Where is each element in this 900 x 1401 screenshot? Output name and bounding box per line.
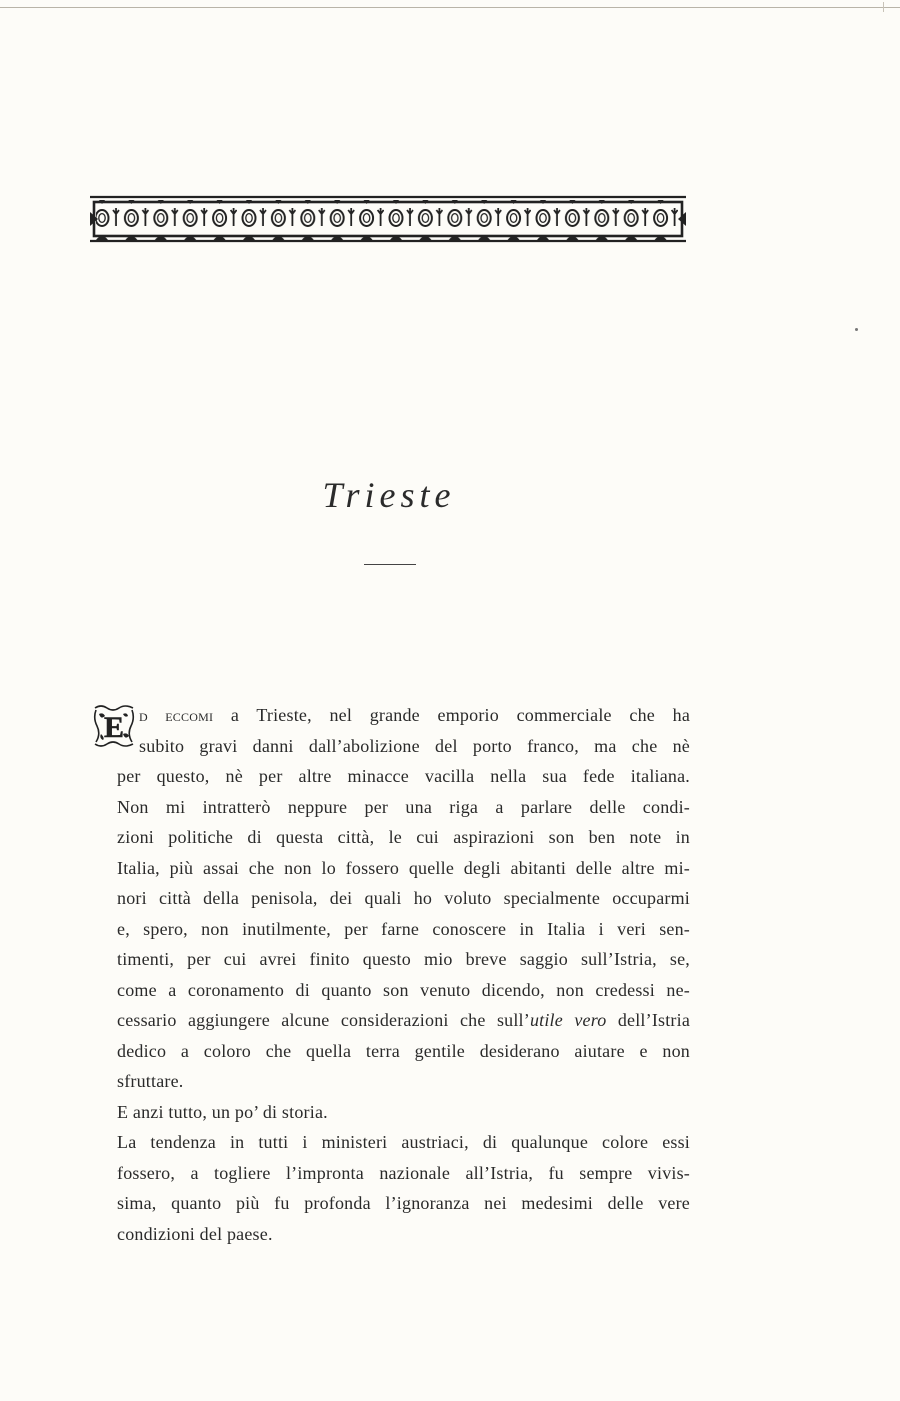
- text-line: [117, 914, 690, 945]
- text-line: [117, 853, 690, 884]
- top-edge-rule: [0, 7, 900, 8]
- text-line: [117, 975, 690, 1006]
- text-line: [117, 822, 690, 853]
- text-line: [117, 700, 690, 731]
- text-run: La tendenza in tutti i ministeri austriaci, di qualunque colore essi: [117, 1132, 690, 1152]
- text-line: [117, 1097, 690, 1128]
- text-run: zioni politiche di questa città, le cui aspirazioni son ben note in: [117, 827, 690, 847]
- text-line: [117, 1188, 690, 1219]
- text-run: E anzi tutto, un po’ di storia.: [117, 1101, 328, 1122]
- text-run: sfruttare.: [117, 1071, 184, 1091]
- text-run: Italia, più assai che non lo fossero quelle degli abitanti delle altre mi-: [117, 857, 690, 878]
- text-run: sima, quanto più fu profonda l’ignoranza nei medesimi delle vere: [117, 1193, 690, 1213]
- text-run: e, spero, non inutilmente, per farne conoscere in Italia i veri sen-: [117, 918, 690, 939]
- text-line: [117, 944, 690, 975]
- text-run: d eccomi: [139, 706, 214, 725]
- text-line: [117, 761, 690, 792]
- chapter-title: Trieste: [322, 475, 456, 515]
- text-run: timenti, per cui avrei finito questo mio breve saggio sull’Istria, se,: [117, 949, 690, 969]
- text-run: Non mi intratterò neppure per una riga a parlare delle condi-: [117, 796, 690, 817]
- text-line: [117, 1005, 690, 1036]
- text-run: utile vero: [529, 1010, 607, 1030]
- body-text: [117, 700, 690, 1249]
- text-run: subito gravi danni dall’abolizione del porto franco, ma che nè: [139, 735, 690, 756]
- text-line: [117, 1036, 690, 1067]
- edge-mark: [883, 2, 884, 12]
- text-run: condizioni del paese.: [117, 1223, 273, 1244]
- text-run: nori città della penisola, dei quali ho voluto specialmente occuparmi: [117, 888, 690, 908]
- text-run: come a coronamento di quanto son venuto dicendo, non credessi ne-: [117, 979, 690, 1000]
- text-line: [117, 1066, 690, 1097]
- text-run: dedico a coloro che quella terra gentile desiderano aiutare e non: [117, 1040, 690, 1061]
- text-run: a Trieste, nel grande emporio commerciale che ha: [213, 705, 691, 725]
- text-run: dell’Istria: [606, 1010, 691, 1030]
- title-divider: [364, 564, 416, 565]
- text-line: [117, 731, 690, 762]
- text-line: [117, 1158, 690, 1189]
- text-line: [117, 1219, 690, 1250]
- text-line: [117, 883, 690, 914]
- text-run: cessario aggiungere alcune considerazioni che sull’: [117, 1010, 530, 1030]
- ornamental-header-band: [90, 194, 686, 244]
- text-line: [117, 1127, 690, 1158]
- svg-text:E: E: [103, 711, 125, 744]
- text-run: per questo, nè per altre minacce vacilla nella sua fede italiana.: [117, 766, 690, 786]
- speck: [855, 328, 858, 331]
- text-run: fossero, a togliere l’impronta nazionale all’Istria, fu sempre vivis-: [117, 1162, 690, 1183]
- text-line: [117, 792, 690, 823]
